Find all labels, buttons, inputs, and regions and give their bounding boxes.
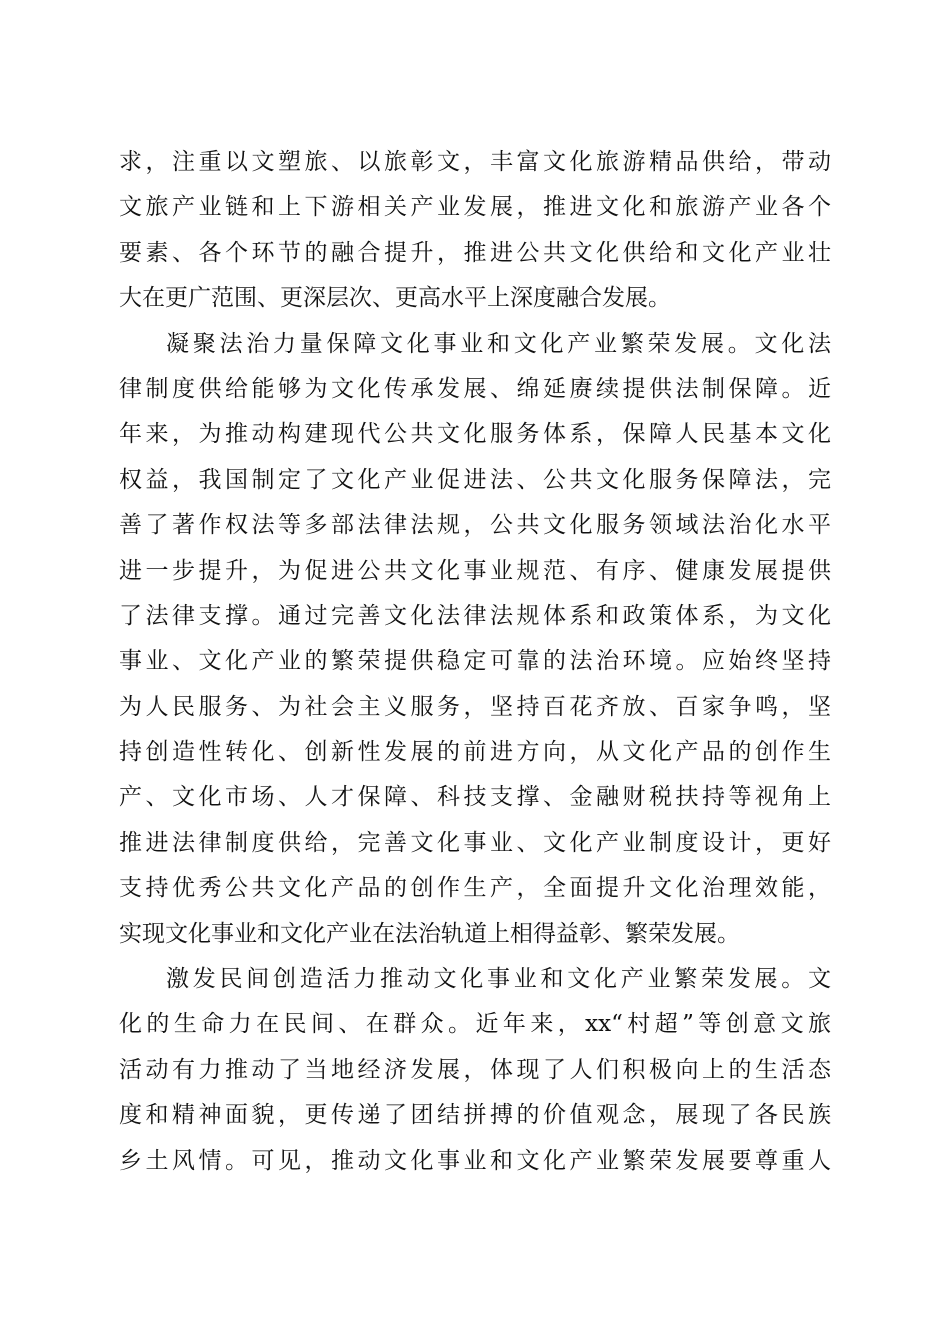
text-line: 度和精神面貌，更传递了团结拼搏的价值观念，展现了各民族 <box>119 1102 831 1129</box>
text-line: 年来，为推动构建现代公共文化服务体系，保障人民基本文化 <box>119 421 831 448</box>
text-line: 要素、各个环节的融合提升，推进公共文化供给和文化产业壮 <box>119 239 831 266</box>
text-line: 事业、文化产业的繁荣提供稳定可靠的法治环境。应始终坚持 <box>119 648 831 675</box>
paragraph-heading-line: 凝聚法治力量保障文化事业和文化产业繁荣发展。文化法 <box>166 330 831 357</box>
text-line: 了法律支撑。通过完善文化法律法规体系和政策体系，为文化 <box>119 602 831 629</box>
text-line: 持创造性转化、创新性发展的前进方向，从文化产品的创作生 <box>119 739 831 766</box>
paragraph-heading-line: 激发民间创造活力推动文化事业和文化产业繁荣发展。文 <box>166 966 831 993</box>
text-line: 律制度供给能够为文化传承发展、绵延赓续提供法制保障。近 <box>119 375 831 402</box>
paragraph-1 <box>119 140 831 322</box>
text-line: 实现文化事业和文化产业在法治轨道上相得益彰、繁荣发展。 <box>119 920 740 947</box>
text-line: 活动有力推动了当地经济发展，体现了人们积极向上的生活态 <box>119 1056 831 1083</box>
paragraph-2 <box>119 322 831 957</box>
text-line: 权益，我国制定了文化产业促进法、公共文化服务保障法，完 <box>119 466 831 493</box>
text-line: 文旅产业链和上下游相关产业发展，推进文化和旅游产业各个 <box>119 194 831 221</box>
text-line: 乡土风情。可见，推动文化事业和文化产业繁荣发展要尊重人 <box>119 1147 831 1174</box>
text-line: 为人民服务、为社会主义服务，坚持百花齐放、百家争鸣，坚 <box>119 693 831 720</box>
text-line: 大在更广范围、更深层次、更高水平上深度融合发展。 <box>119 285 671 312</box>
text-line: 推进法律制度供给，完善文化事业、文化产业制度设计，更好 <box>119 829 831 856</box>
paragraph-3 <box>119 957 831 1184</box>
text-line: 支持优秀公共文化产品的创作生产，全面提升文化治理效能， <box>119 875 831 902</box>
text-line: 求，注重以文塑旅、以旅彰文，丰富文化旅游精品供给，带动 <box>119 149 831 175</box>
text-line: 化的生命力在民间、在群众。近年来，xx“村超”等创意文旅 <box>119 1011 831 1038</box>
text-line: 善了著作权法等多部法律法规，公共文化服务领域法治化水平 <box>119 512 831 539</box>
document-body <box>119 140 831 1184</box>
text-line: 产、文化市场、人才保障、科技支撑、金融财税扶持等视角上 <box>119 784 831 811</box>
text-line: 进一步提升，为促进公共文化事业规范、有序、健康发展提供 <box>119 557 831 584</box>
